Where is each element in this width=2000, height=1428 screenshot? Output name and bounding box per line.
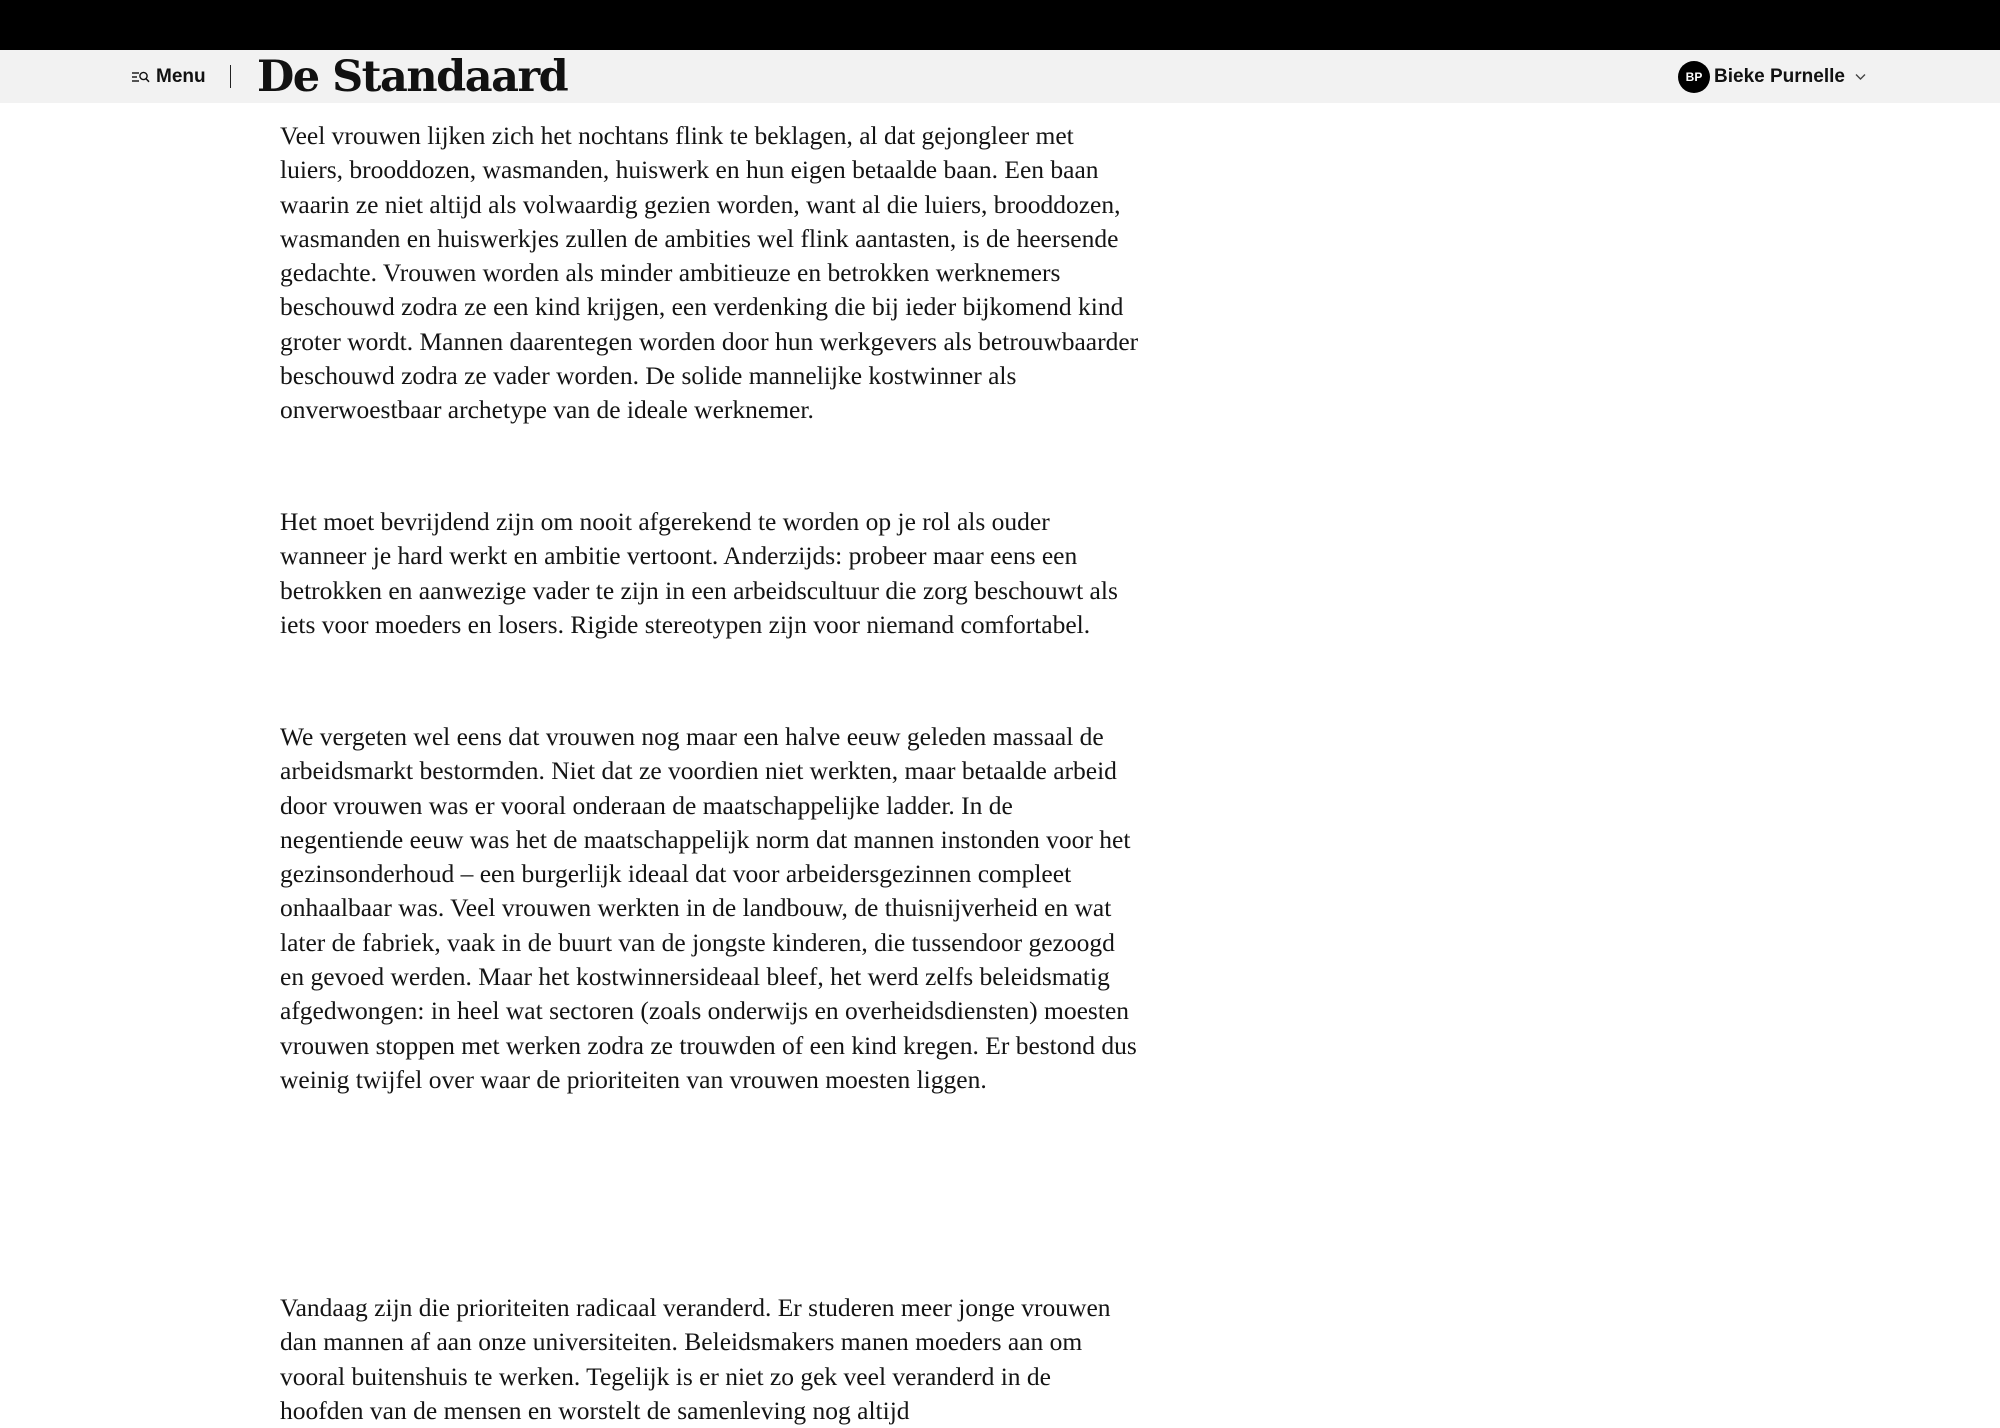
avatar: BP xyxy=(1678,61,1710,93)
article-paragraph: Veel vrouwen lijken zich het nochtans flink te beklagen, al dat gejongleer met luiers, brooddozen, wasmanden, huiswerk en hun eigen betaalde baan. Een baan waarin ze niet altijd als volwaardig gezien worden, want al die luiers, brooddozen, wasmanden en huiswerkjes zullen de ambities wel flink aantasten, is de heersende gedachte. Vrouwen worden als minder ambitieuze en betrokken werknemers beschouwd zodra ze een kind krijgen, een verdenking die bij ieder bijkomend kind groter wordt. Mannen daarentegen worden door hun werkgevers als betrouwbaarder beschouwd zodra ze vader worden. De solide mannelijke kostwinner als onverwoestbaar archetype van de ideale werknemer. xyxy=(280,121,1139,425)
user-account-button[interactable] xyxy=(1678,60,1866,94)
article-paragraph: We vergeten wel eens dat vrouwen nog maar een halve eeuw geleden massaal de arbeidsmarkt bestormden. Niet dat ze voordien niet werkten, maar betaalde arbeid door vrouwen was er vooral onderaan de maatschappelijke ladder. In de negentiende eeuw was het de maatschappelijk norm dat mannen instonden voor het gezinsonderhoud – een burgerlijk ideaal dat voor arbeidersgezinnen compleet onhaalbaar was. Veel vrouwen werkten in de landbouw, de thuisnijverheid en wat later de fabriek, vaak in de buurt van de jongste kinderen, die tussendoor gezoogd en gevoed werden. Maar het kostwinnersideaal bleef, het werd zelfs beleidsmatig afgedwongen: in heel wat sectoren (zoals onderwijs en overheidsdiensten) moesten vrouwen stoppen met werken zodra ze trouwden of een kind kregen. Er bestond dus weinig twijfel over waar de prioriteiten van vrouwen moesten liggen. xyxy=(280,722,1137,1094)
article-paragraph: Het moet bevrijdend zijn om nooit afgerekend te worden op je rol als ouder wanneer je hard werkt en ambitie vertoont. Anderzijds: probeer maar eens een betrokken en aanwezige vader te zijn in een arbeidscultuur die zorg beschouwt als iets voor moeders en losers. Rigide stereotypen zijn voor niemand comfortabel. xyxy=(280,507,1118,639)
chevron-down-icon xyxy=(1855,73,1866,81)
site-header xyxy=(0,50,2000,103)
browser-top-bar xyxy=(0,0,2000,50)
menu-button[interactable] xyxy=(132,62,206,92)
site-logo[interactable]: De Standaard xyxy=(257,52,568,102)
header-divider xyxy=(230,65,231,88)
menu-label: Menu xyxy=(156,66,206,87)
user-name: Bieke Purnelle xyxy=(1714,66,1845,87)
search-menu-icon xyxy=(132,70,150,84)
article-paragraph: Vandaag zijn die prioriteiten radicaal veranderd. Er studeren meer jonge vrouwen dan mannen af aan onze universiteiten. Beleidsmakers manen moeders aan om vooral buitenshuis te werken. Tegelijk is er niet zo gek veel veranderd in de hoofden van de mensen en worstelt de samenleving nog altijd xyxy=(280,1293,1111,1425)
